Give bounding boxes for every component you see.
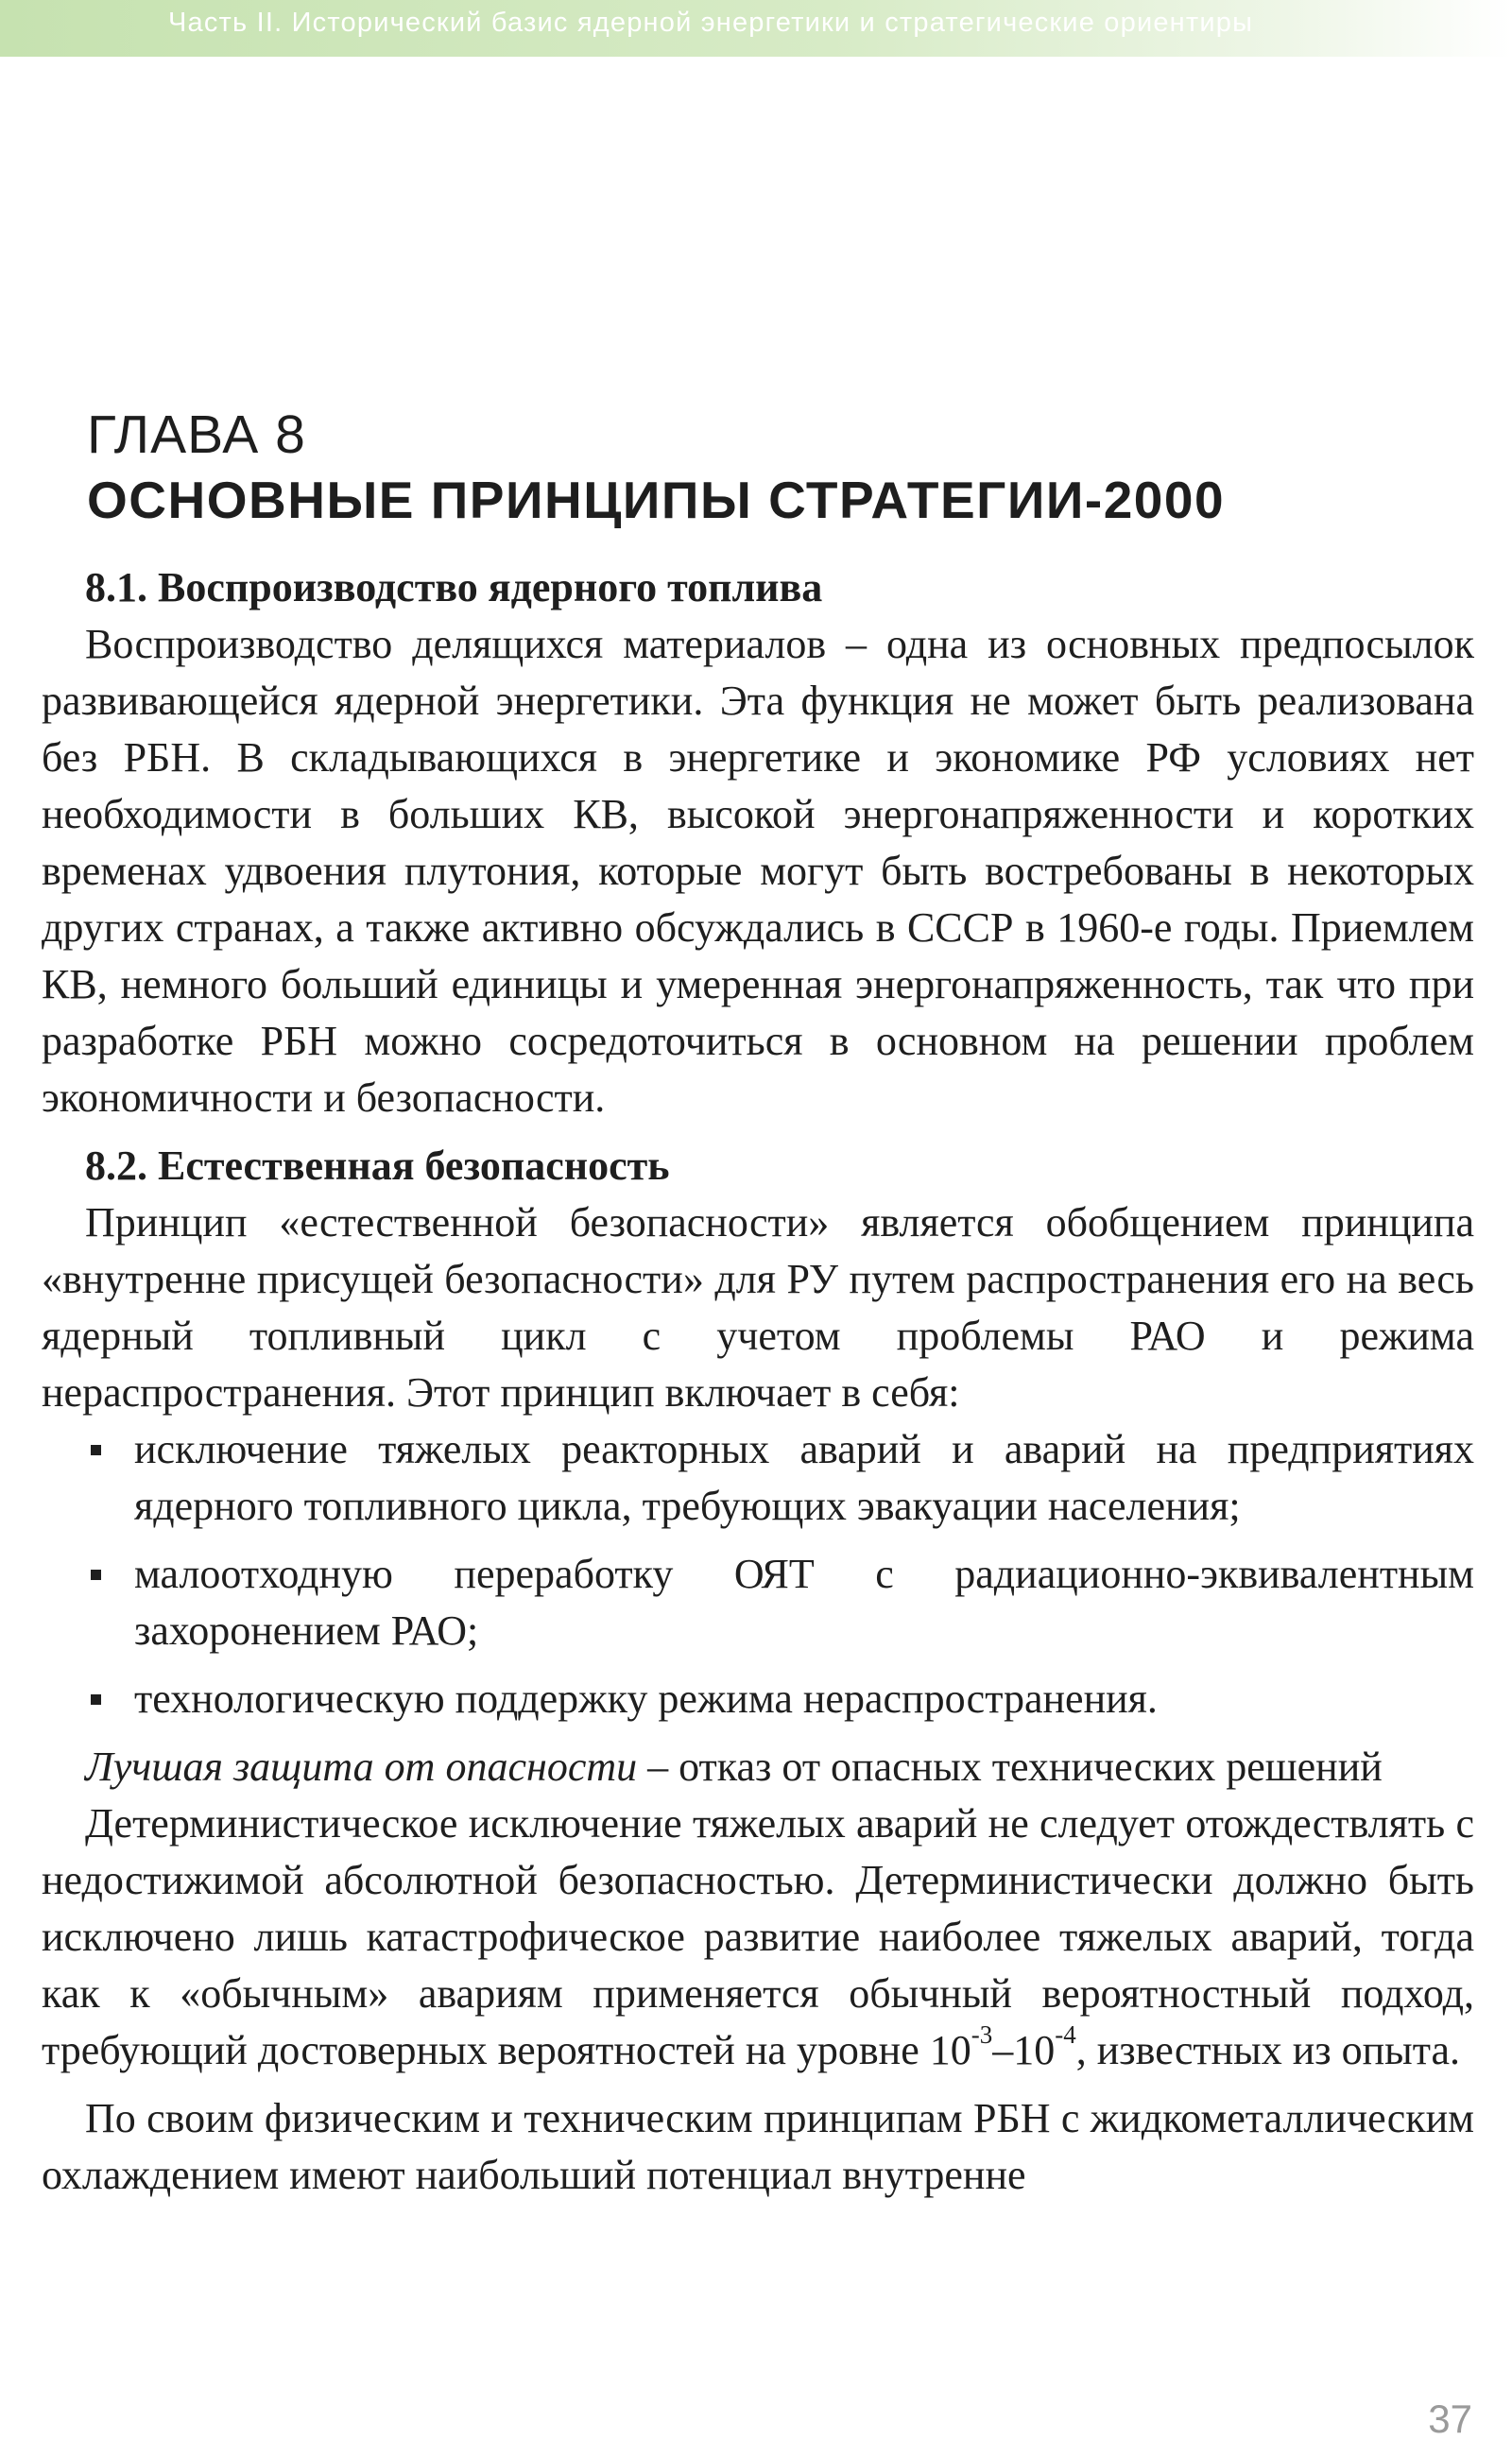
exponent-2: -4 xyxy=(1055,2020,1076,2049)
paragraph-deterministic xyxy=(42,1796,1474,2079)
paragraph-rbn-potential: По своим физическим и техническим принципам РБН с жидкометаллическим охлаждением имеют наибольший потенциал внутренне xyxy=(42,2095,1474,2198)
square-bullet-icon xyxy=(91,1570,101,1580)
list-item xyxy=(42,1546,1474,1659)
chapter-number: ГЛАВА 8 xyxy=(87,404,306,465)
paragraph-deterministic-main: Детерминистическое исключение тяжелых аварий не следует отождествлять с недостижимой абсолютной безопасностью. Детерминистически должно быть исключено лишь катастрофическое развитие наиболее тяжелых аварий, тогда как к «обычным» авариям применяется обычный вероятностный подход, требующий достоверных вероятностей на уровне 10 xyxy=(42,1800,1474,2073)
paragraph-deterministic-tail: , известных из опыта. xyxy=(1075,2027,1461,2073)
chapter-title: ОСНОВНЫЕ ПРИНЦИПЫ СТРАТЕГИИ-2000 xyxy=(87,471,1226,529)
section-heading-8-2: 8.2. Естественная безопасность xyxy=(85,1143,670,1189)
chapter-heading xyxy=(87,402,1225,532)
list-item-text: исключение тяжелых реакторных аварий и аварий на предприятиях ядерного топливного цикла, требующих эвакуации населения; xyxy=(134,1426,1474,1529)
list-item xyxy=(42,1671,1474,1727)
principle-list xyxy=(42,1421,1474,1727)
exponent-1: -3 xyxy=(971,2020,993,2049)
paragraph-8-1: Воспроизводство делящихся материалов – одна из основных предпосылок развивающейся ядерной энергетики. Эта функция не может быть реализована без РБН. В складывающихся в энергетике и экономике РФ условиях нет необходимости в больших КВ, высокой энергонапряженности и коротких временах удвоения плутония, которые могут быть востребованы в некоторых других странах, а также активно обсуждались в СССР в 1960-е годы. Приемлем КВ, немного больший единицы и умеренная энергонапряженность, так что при разработке РБН можно сосредоточиться в основном на решении проблем экономичности и безопасности. xyxy=(42,621,1474,1121)
lead-rest: – отказ от опасных технических решений xyxy=(637,1744,1383,1790)
section-heading-8-1: 8.1. Воспроизводство ядерного топлива xyxy=(85,564,823,610)
page-body xyxy=(42,559,1474,2204)
list-item xyxy=(42,1421,1474,1535)
range-separator: –10 xyxy=(992,2027,1056,2073)
lead-italic: Лучшая защита от опасности xyxy=(85,1744,638,1790)
list-item-text: малоотходную переработку ОЯТ с радиационно-эквивалентным захоронением РАО; xyxy=(134,1551,1474,1654)
lead-statement xyxy=(42,1739,1474,1796)
running-header-text: Часть II. Исторический базис ядерной энергетики и стратегические ориентиры xyxy=(168,8,1254,38)
square-bullet-icon xyxy=(91,1694,101,1705)
list-item-text: технологическую поддержку режима нераспространения. xyxy=(134,1675,1158,1722)
square-bullet-icon xyxy=(91,1445,101,1455)
running-header xyxy=(0,0,1512,57)
page-number: 37 xyxy=(1428,2397,1472,2441)
paragraph-8-2-intro: Принцип «естественной безопасности» является обобщением принципа «внутренне присущей безопасности» для РУ путем распространения его на весь ядерный топливный цикл с учетом проблемы РАО и режима нераспространения. Этот принцип включает в себя: xyxy=(42,1199,1474,1416)
